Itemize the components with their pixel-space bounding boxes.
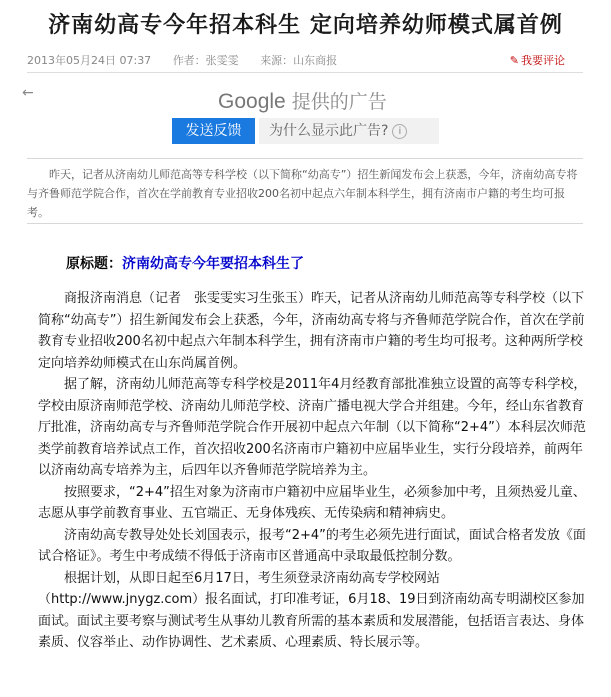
article-meta [27,52,583,70]
ad-provided-text: 提供的广告 [291,91,387,113]
article-summary: 昨天，记者从济南幼儿师范高等专科学校（以下简称“幼高专”）招生新闻发布会上获悉，今年，济南幼高专将与齐鲁师范学院合作，首次在学前教育专业招收200名初中起点六年制本科学生，拥有济南市户籍的考生均可报考。 [27,158,583,224]
article-body [38,288,591,654]
original-title-label: 原标题： [66,256,122,272]
original-title-link[interactable]: 济南幼高专今年要招本科生了 [122,256,304,272]
source: 来源：山东商报 [260,54,338,67]
pencil-icon: ✎ [509,54,519,67]
publish-date: 2013年05月24日 07:37 [27,54,152,67]
author: 作者：张雯雯 [172,54,239,67]
left-arrow-icon[interactable]: ← [22,85,34,101]
ad-header [218,87,387,114]
paragraph: 济南幼高专教导处处长刘国表示，报考“2+4”的考生必须先进行面试，面试合格者发放《面试合格证》。考生中考成绩不得低于济南市区普通高中录取最低控制分数。 [38,527,586,564]
paragraph: 根据计划，从即日起至6月17日，考生须登录济南幼高专学校网站（http://www.jnygz.com）报名面试，打印准考证，6月18、19日到济南幼高专明湖校区参加面试。面试主要考察与测试考生从事幼儿教育所需的基本素质和发展潜能，包括语言表达、身体素质、仪容举止、动作协调性、艺术素质、心理素质、特长展示等。 [38,570,585,650]
paragraph: 按照要求，“2+4”招生对象为济南市户籍初中应届毕业生，必须参加中考，且须热爱儿童、志愿从事学前教育事业、五官端正、无身体残疾、无传染病和精神病史。 [38,484,586,521]
original-title [66,253,304,273]
paragraph: 商报济南消息（记者 张雯雯实习生张玉）昨天，记者从济南幼儿师范高等专科学校（以下简称“幼高专”）招生新闻发布会上获悉，今年，济南幼高专将与齐鲁师范学院合作，首次在学前教育专业招收200名初中起点六年制本科学生，拥有济南市户籍的考生均可报考。这种两所学校定向培养幼师模式在山东尚属首例。 [38,291,585,371]
comment-link[interactable] [510,52,583,68]
comment-link-label: 我要评论 [521,54,565,67]
paragraph: 据了解，济南幼儿师范高等专科学校是2011年4月经教育部批准独立设置的高等专科学校，学校由原济南师范学校、济南幼儿师范学校、济南广播电视大学合并组建。今年，经山东省教育厅批准，济南幼高专与齐鲁师范学院合作开展初中起点六年制（以下简称“2+4”）本科层次师范类学前教育培养试点工作，首次招收200名济南市户籍初中应届毕业生，实行分段培养，前两年以济南幼高专培养为主，后四年以齐鲁师范学院培养为主。 [38,377,587,478]
google-logo: Google [218,90,286,113]
send-feedback-button[interactable]: 发送反馈 [172,118,255,144]
article-title: 济南幼高专今年招本科生 定向培养幼师模式属首例 [48,12,563,38]
meta-divider [27,72,583,73]
why-this-ad-button[interactable] [259,118,439,144]
info-icon: i [392,124,407,139]
why-this-ad-label: 为什么显示此广告? [269,123,389,139]
ad-panel [9,79,600,151]
